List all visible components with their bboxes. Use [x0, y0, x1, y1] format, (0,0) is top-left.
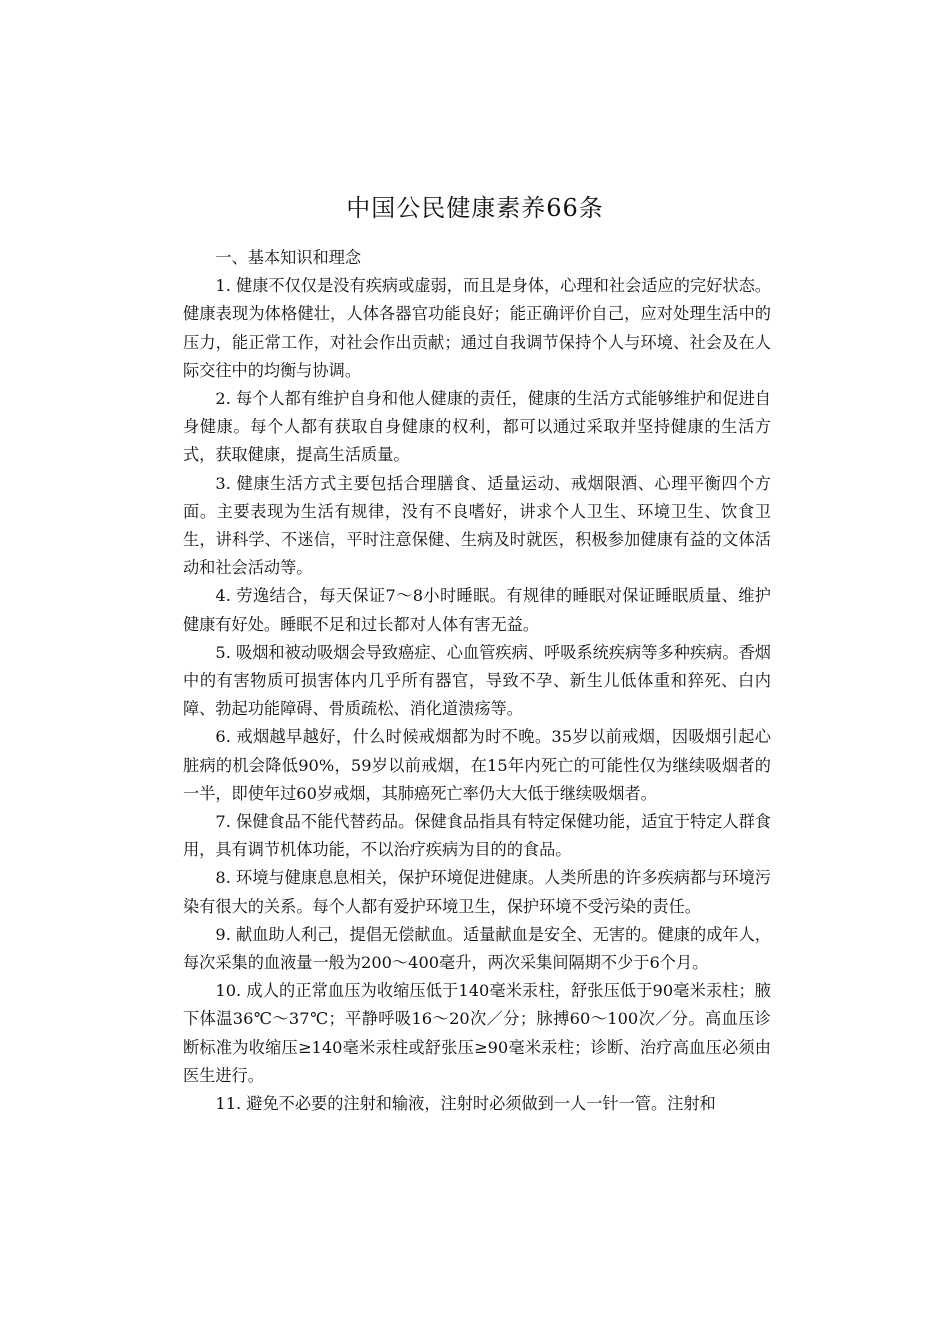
paragraph-item: 1. 健康不仅仅是没有疾病或虚弱，而且是身体，心理和社会适应的完好状态。健康表现为体格健壮，人体各器官功能良好；能正确评价自己，应对处理生活中的压力，能正常工作，对社会作出贡献；通过自我调节保持个人与环境、社会及在人际交往中的均衡与协调。 [183, 276, 771, 380]
paragraph-item: 7. 保健食品不能代替药品。保健食品指具有特定保健功能，适宜于特定人群食用，具有调节机体功能，不以治疗疾病为目的的食品。 [183, 812, 771, 860]
paragraph-item: 11. 避免不必要的注射和输液，注射时必须做到一人一针一管。注射和 [215, 1094, 716, 1114]
paragraph-item: 6. 戒烟越早越好，什么时候戒烟都为时不晚。35岁以前戒烟，因吸烟引起心脏病的机会降低90%，59岁以前戒烟，在15年内死亡的可能性仅为继续吸烟者的一半，即使年过60岁戒烟，其肺癌死亡率仍大大低于继续吸烟者。 [183, 727, 771, 803]
paragraph-item: 9. 献血助人利己，提倡无偿献血。适量献血是安全、无害的。健康的成年人，每次采集的血液量一般为200～400毫升，两次采集间隔期不少于6个月。 [183, 924, 771, 973]
paragraph-item: 8. 环境与健康息息相关，保护环境促进健康。人类所患的许多疾病都与环境污染有很大的关系。每个人都有爱护环境卫生，保护环境不受污染的责任。 [183, 868, 771, 916]
paragraph-item: 2. 每个人都有维护自身和他人健康的责任，健康的生活方式能够维护和促进自身健康。每个人都有获取自身健康的权利，都可以通过采取并坚持健康的生活方式，获取健康，提高生活质量。 [183, 389, 771, 465]
paragraph-item: 5. 吸烟和被动吸烟会导致癌症、心血管疾病、呼吸系统疾病等多种疾病。香烟中的有害物质可损害体内几乎所有器官，导致不孕、新生儿低体重和猝死、白内障、勃起功能障碍、骨质疏松、消化道溃疡等。 [183, 642, 771, 719]
paragraph-item: 4. 劳逸结合，每天保证7～8小时睡眠。有规律的睡眠对保证睡眠质量、维护健康有好处。睡眠不足和过长都对人体有害无益。 [183, 586, 771, 634]
document-body [183, 244, 771, 1118]
section-heading: 一、基本知识和理念 [215, 248, 362, 267]
paragraph-item: 10. 成人的正常血压为收缩压低于140毫米汞柱，舒张压低于90毫米汞柱；腋下体温36℃～37℃；平静呼吸16～20次／分；脉搏60～100次／分。高血压诊断标准为收缩压≥140毫米汞柱或舒张压≥90毫米汞柱；诊断、治疗高血压必须由医生进行。 [183, 981, 771, 1085]
paragraph-item: 3. 健康生活方式主要包括合理膳食、适量运动、戒烟限酒、心理平衡四个方面。主要表现为生活有规律，没有不良嗜好，讲求个人卫生、环境卫生、饮食卫生，讲科学、不迷信，平时注意保健、生病及时就医，积极参加健康有益的文体活动和社会活动等。 [183, 473, 771, 578]
document-title: 中国公民健康素养66条 [346, 194, 604, 222]
